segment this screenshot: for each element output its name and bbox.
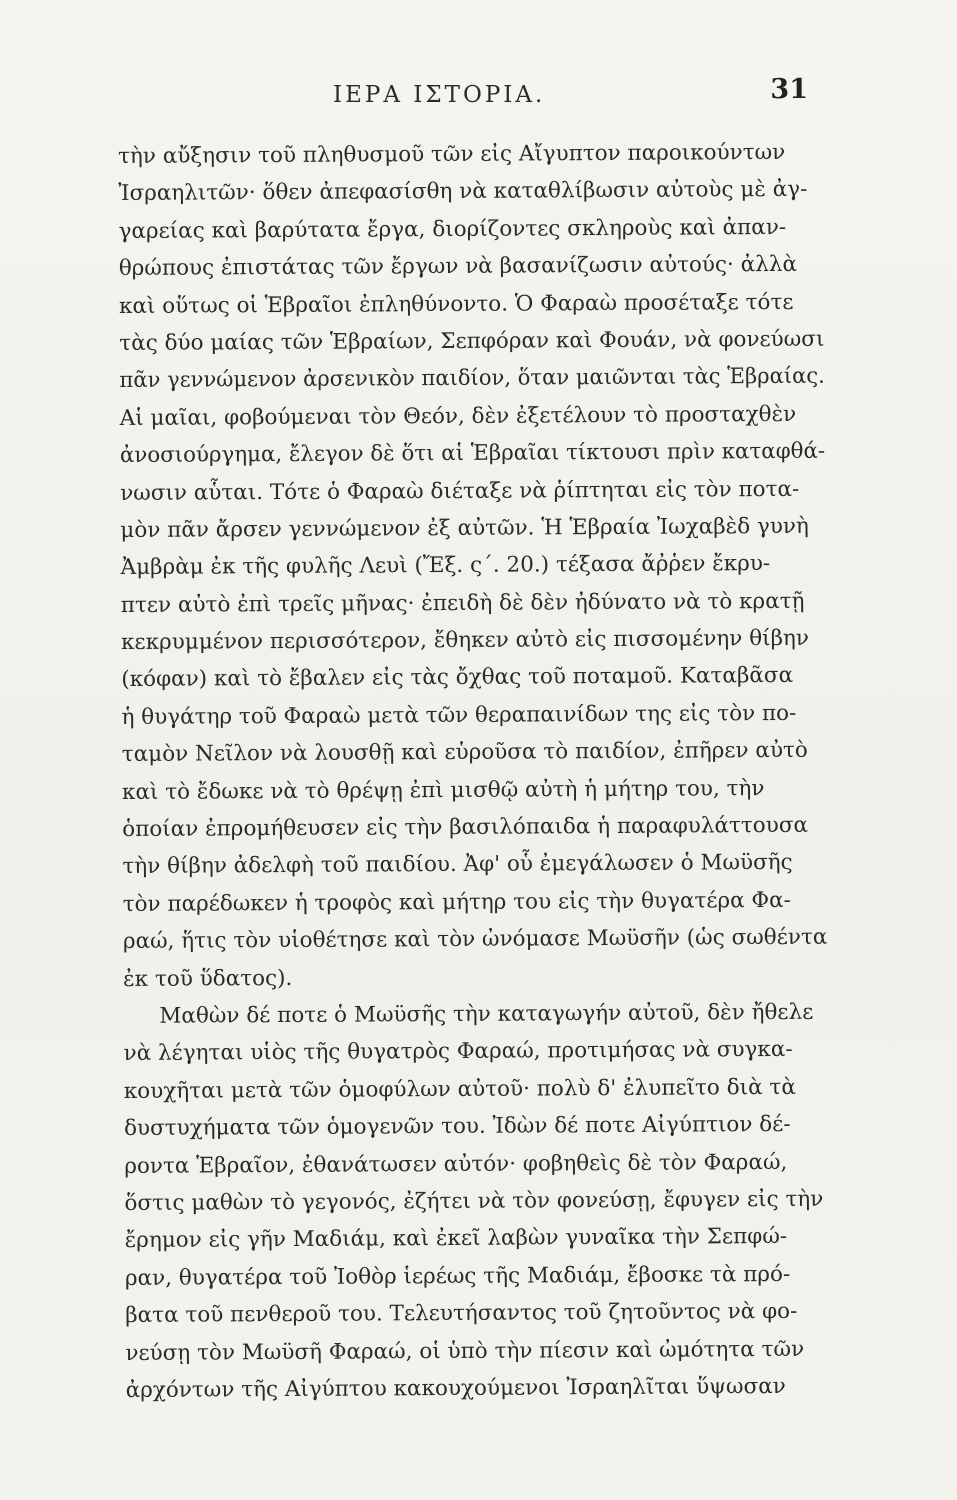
text-line: νωσιν αὗται. Τότε ὁ Φαραὼ διέταξε νὰ ῥίπτηται εἰς τὸν ποτα- xyxy=(120,476,800,506)
text-line: Ἀμβρὰμ ἐκ τῆς φυλῆς Λευὶ (Ἔξ. ς΄. 20.) τέξασα ἄῤῥεν ἔκρυ- xyxy=(120,551,771,581)
text-line: πᾶν γεννώμενον ἀρσενικὸν παιδίον, ὅταν μαιῶνται τὰς Ἑβραίας. xyxy=(119,364,825,394)
paragraph xyxy=(118,134,828,998)
text-line: μὸν πᾶν ἄρσεν γεννώμενον ἐξ αὐτῶν. Ἡ Ἑβραία Ἰωχαβὲδ γυνὴ xyxy=(120,513,809,543)
page-header xyxy=(118,74,808,114)
text-line: ἐκ τοῦ ὕδατος). xyxy=(123,965,293,992)
text-line: κουχῆται μετὰ τῶν ὁμοφύλων αὐτοῦ· πολὺ δ' ἐλυπεῖτο διὰ τὰ xyxy=(123,1074,796,1104)
text-line: τὰς δύο μαίας τῶν Ἑβραίων, Σεπφόραν καὶ Φουάν, νὰ φονεύωσι xyxy=(119,326,825,356)
text-line: ἀνοσιούργημα, ἔλεγον δὲ ὅτι αἱ Ἑβραῖαι τίκτουσι πρὶν καταφθά- xyxy=(119,438,826,469)
text-line: ἀρχόντων τῆς Αἰγύπτου κακουχούμενοι Ἰσραηλῖται ὕψωσαν xyxy=(125,1373,786,1403)
text-line: ραώ, ἥτις τὸν υἱοθέτησε καὶ τὸν ὠνόμασε Μωϋσῆν (ὡς σωθέντα xyxy=(122,924,828,955)
paragraph xyxy=(123,994,825,1410)
text-line: ραν, θυγατέρα τοῦ Ἰοθὸρ ἱερέως τῆς Μαδιάμ, ἔβοσκε τὰ πρό- xyxy=(124,1261,791,1291)
text-line: τὴν θίβην ἀδελφὴ τοῦ παιδίου. Ἀφ' οὗ ἐμεγάλωσεν ὁ Μωϋσῆς xyxy=(122,850,793,880)
text-line: βατα τοῦ πενθεροῦ του. Τελευτήσαντος τοῦ ζητοῦντος νὰ φο- xyxy=(125,1298,798,1329)
text-line: καὶ οὕτως οἱ Ἑβραῖοι ἐπληθύνοντο. Ὁ Φαραὼ προσέταξε τότε xyxy=(118,289,794,319)
text-line: ὅστις μαθὼν τὸ γεγονός, ἐζήτει νὰ τὸν φονεύσῃ, ἔφυγεν εἰς τὴν xyxy=(124,1186,824,1216)
text-line: ταμὸν Νεῖλον νὰ λουσθῇ καὶ εὑροῦσα τὸ παιδίον, ἐπῆρεν αὐτὸ xyxy=(121,738,808,768)
running-title: ΙΕΡΑ ΙΣΤΟΡΙΑ. xyxy=(333,82,546,108)
text-line: τὸν παρέδωκεν ἡ τροφὸς καὶ μήτηρ του εἰς τὴν θυγατέρα Φα- xyxy=(122,887,791,917)
text-line: καὶ τὸ ἔδωκε νὰ τὸ θρέψῃ ἐπὶ μισθῷ αὐτὴ ἡ μήτηρ του, τὴν xyxy=(121,775,765,805)
page-number: 31 xyxy=(770,74,808,105)
text-line: ἡ θυγάτηρ τοῦ Φαραὼ μετὰ τῶν θεραπαινίδων της εἰς τὸν πο- xyxy=(121,700,797,730)
text-line: νεύσῃ τὸν Μωϋσῆ Φαραώ, οἱ ὑπὸ τὴν πίεσιν καὶ ὠμότητα τῶν xyxy=(125,1336,805,1366)
text-line: θρώπους ἐπιστάτας τῶν ἔργων νὰ βασανίζωσιν αὐτούς· ἀλλὰ xyxy=(118,252,798,282)
text-line: (κόφαν) καὶ τὸ ἔβαλεν εἰς τὰς ὄχθας τοῦ ποταμοῦ. Καταβᾶσα xyxy=(121,663,794,693)
text-line: Αἱ μαῖαι, φοβούμεναι τὸν Θεόν, δὲν ἐξετέλουν τὸ προσταχθὲν xyxy=(119,401,797,431)
text-line: ἔρημον εἰς γῆν Μαδιάμ, καὶ ἐκεῖ λαβὼν γυναῖκα τὴν Σεπφώ- xyxy=(124,1224,788,1254)
body-text xyxy=(118,134,826,1410)
text-line: πτεν αὐτὸ ἐπὶ τρεῖς μῆνας· ἐπειδὴ δὲ δὲν ἠδύνατο νὰ τὸ κρατῇ xyxy=(120,588,805,618)
text-line: δυστυχήματα τῶν ὁμογενῶν του. Ἰδὼν δέ ποτε Αἰγύπτιον δέ- xyxy=(123,1112,791,1142)
text-line: Ἰσραηλιτῶν· ὅθεν ἀπεφασίσθη νὰ καταθλίβωσιν αὐτοὺς μὲ ἀγ- xyxy=(118,177,808,207)
text-line: Μαθὼν δέ ποτε ὁ Μωϋσῆς τὴν καταγωγήν αὐτοῦ, δὲν ἤθελε xyxy=(159,999,814,1029)
text-line: ὁποίαν ἐπρομήθευσεν εἰς τὴν βασιλόπαιδα ἡ παραφυλάττουσα xyxy=(122,812,809,843)
text-line: τὴν αὔξησιν τοῦ πληθυσμοῦ τῶν εἰς Αἴγυπτον παροικούντων xyxy=(118,139,786,169)
text-line: νὰ λέγηται υἱὸς τῆς θυγατρὸς Φαραώ, προτιμήσας νὰ συγκα- xyxy=(123,1037,793,1067)
text-line: ροντα Ἑβραῖον, ἐθανάτωσεν αὐτόν· φοβηθεὶς δὲ τὸν Φαραώ, xyxy=(124,1149,788,1179)
text-line: κεκρυμμένον περισσότερον, ἔθηκεν αὐτὸ εἰς πισσομένην θίβην xyxy=(121,625,809,656)
text-line: γαρείας καὶ βαρύτατα ἔργα, διορίζοντες σκληροὺς καὶ ἀπαν- xyxy=(118,214,787,244)
